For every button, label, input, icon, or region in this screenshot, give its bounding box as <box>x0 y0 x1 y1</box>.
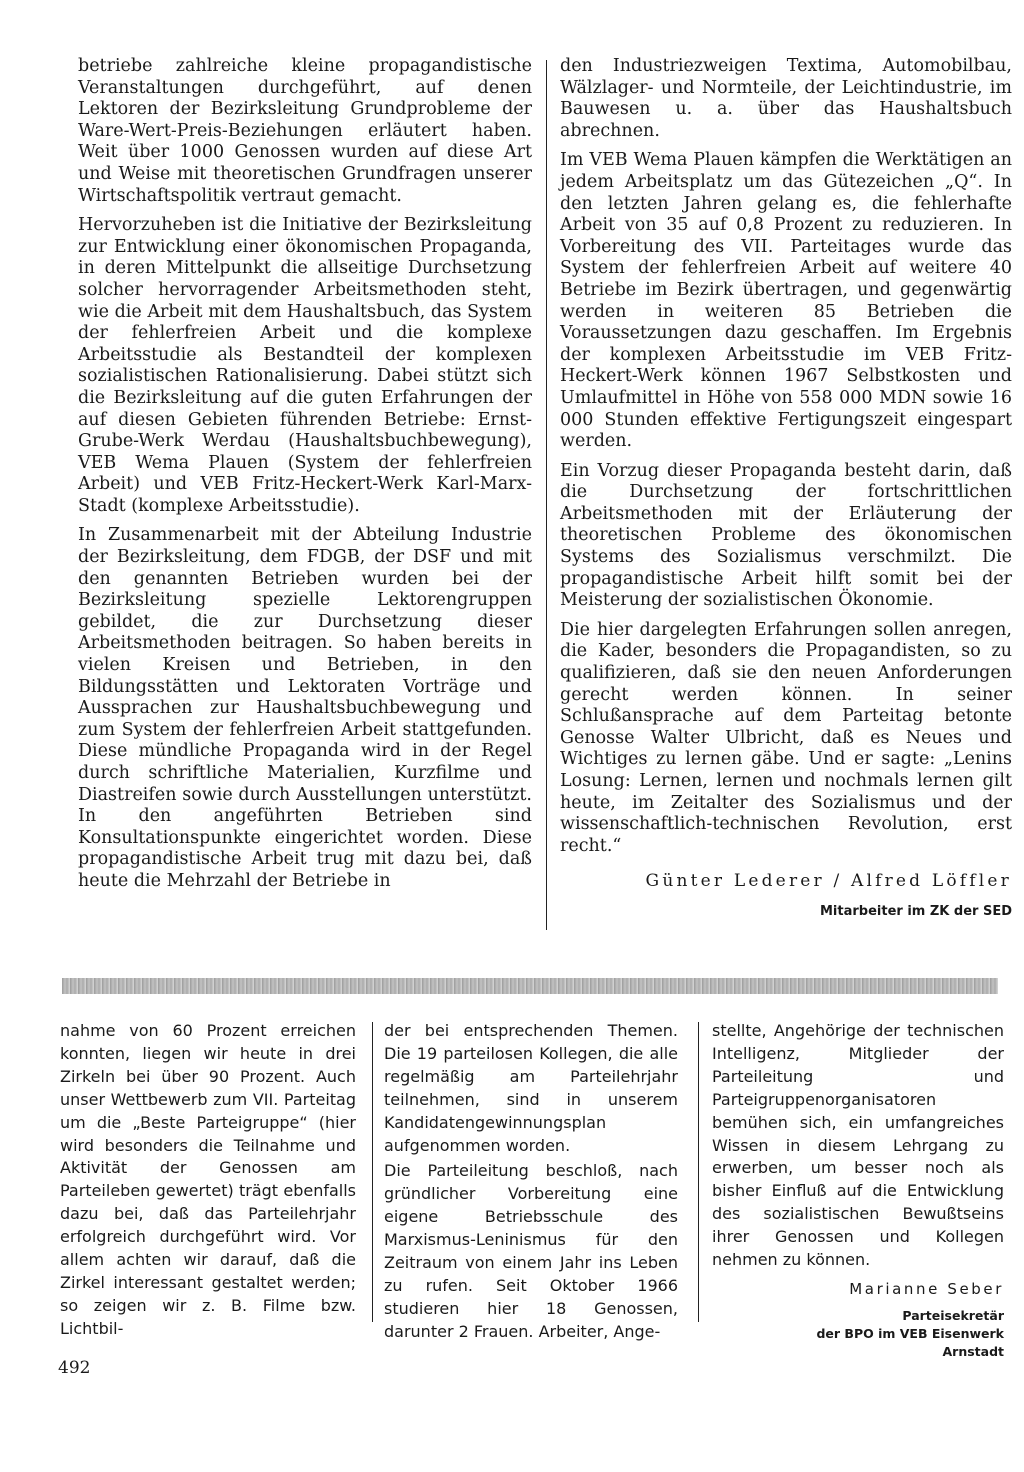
author-role-line: Arnstadt <box>942 1343 1004 1359</box>
lower-column-3 <box>712 1020 1004 1361</box>
column-divider <box>546 60 547 930</box>
paragraph: In Zusammenarbeit mit der Abteilung Industrie der Bezirksleitung, dem FDGB, der DSF und mit den genannten Betrieben wurden bei der Bezirksleitung spezielle Lektorengruppen gebildet, die zur Durchsetzung dieser Arbeitsmethoden beitragen. So haben bereits in vielen Kreisen und Betrieben, in den Bildungsstätten und Lektoraten Vorträge und Aussprachen zur Haushaltsbuchbewegung und zum System der fehlerfreien Arbeit stattgefunden. Diese mündliche Propaganda wird in der Regel durch schriftliche Materialien, Kurzfilme und Diastreifen sowie durch Ausstellungen unterstützt. In den angeführten Betrieben sind Konsultationspunkte eingerichtet worden. Diese propagandistische Arbeit trug mit dazu bei, daß heute die Mehrzahl der Betriebe in <box>78 525 532 891</box>
column-divider <box>698 1022 699 1322</box>
paragraph: Die Parteileitung beschloß, nach gründlicher Vorbereitung eine eigene Betriebsschule des Marxismus-Leninismus für den Zeitraum von einem Jahr ins Leben zu rufen. Seit Oktober 1966 studieren hier 18 Genossen, darunter 2 Frauen. Arbeiter, Ange- <box>384 1161 678 1341</box>
upper-right-column <box>560 56 1012 923</box>
lower-column-2 <box>384 1020 678 1347</box>
column-divider <box>372 1022 373 1322</box>
author-role <box>712 1307 1004 1361</box>
author-role-line: Parteisekretär <box>902 1307 1004 1323</box>
lower-column-1 <box>60 1020 356 1344</box>
section-separator <box>62 978 998 994</box>
author-role: Mitarbeiter im ZK der SED <box>820 903 1012 919</box>
paragraph: Im VEB Wema Plauen kämpfen die Werktätigen an jedem Arbeitsplatz um das Gütezeichen „Q“. In den letzten Jahren gelang es, die fehlerhafte Arbeit von 35 auf 0,8 Prozent zu reduzieren. In Vorbereitung des VII. Parteitages wurde das System der fehlerfreien Arbeit auf weitere 40 Betriebe im Bezirk übertragen, und gegenwärtig werden in weiteren 85 Betrieben die Voraussetzungen dazu geschaffen. Im Ergebnis der komplexen Arbeitsstudie im VEB Fritz-Heckert-Werk können 1967 Selbstkosten und Umlaufmittel in Höhe von 558 000 MDN sowie 16 000 Stunden effektive Fertigungszeit eingespart werden. <box>560 150 1012 452</box>
paragraph: betriebe zahlreiche kleine propagandistische Veranstaltungen durchgeführt, auf denen Lektoren der Bezirksleitung Grundprobleme der Ware-Wert-Preis-Beziehungen erläutert haben. Weit über 1000 Genossen wurden auf diese Art und Weise mit theoretischen Grundfragen unserer Wirtschaftspolitik vertraut gemacht. <box>78 56 532 206</box>
paragraph: den Industriezweigen Textima, Automobilbau, Wälzlager- und Normteile, der Leichtindustrie, im Bauwesen u. a. über das Haushaltsbuch abrechnen. <box>560 56 1012 141</box>
paragraph: Die hier dargelegten Erfahrungen sollen anregen, die Kader, besonders die Propagandisten, so zu qualifizieren, daß sie den neuen Anforderungen gerecht werden können. In seiner Schlußansprache auf dem Parteitag betonte Genosse Walter Ulbricht, daß es Neues und Wichtiges zu lernen gäbe. Und er sagte: „Lenins Losung: Lernen, lernen und nochmals lernen gilt heute, im Zeitalter des Sozialismus und der wissenschaftlich-technischen Revolution, erst recht.“ <box>560 619 1012 856</box>
author-role-line: der BPO im VEB Eisenwerk <box>816 1325 1004 1341</box>
author-name: Marianne Seber <box>849 1279 1004 1298</box>
author-names: Günter Lederer / Alfred Löffler <box>645 871 1012 892</box>
paragraph: nahme von 60 Prozent erreichen konnten, liegen wir heute in drei Zirkeln bei über 90 Prozent. Auch unser Wettbewerb zum VII. Parteitag um die „Beste Parteigruppe“ (hier wird besonders die Teilnahme und Aktivität der Genossen am Parteileben gewertet) trägt ebenfalls dazu bei, daß das Parteilehrjahr erfolgreich durchgeführt wird. Vor allem achten wir darauf, daß die Zirkel interessant gestaltet werden; so zeigen wir z. B. Filme bzw. Lichtbil- <box>60 1021 356 1338</box>
paragraph: Ein Vorzug dieser Propaganda besteht darin, daß die Durchsetzung der fortschrittlichen Arbeitsmethoden mit der Erläuterung der theoretischen Probleme des ökonomischen Systems des Sozialismus verschmilzt. Die propagandistische Arbeit hilft somit bei der Meisterung der sozialistischen Ökonomie. <box>560 460 1012 611</box>
upper-left-column <box>78 56 532 901</box>
page-number: 492 <box>58 1358 91 1378</box>
paragraph: stellte, Angehörige der technischen Intelligenz, Mitglieder der Parteileitung und Parteigruppenorganisatoren bemühen sich, ein umfangreiches Wissen in diesem Lehrgang zu erwerben, um besser noch als bisher Einfluß auf die Entwicklung des sozialistischen Bewußtseins ihrer Genossen und Kollegen nehmen zu können. <box>712 1021 1004 1270</box>
paragraph: Hervorzuheben ist die Initiative der Bezirksleitung zur Entwicklung einer ökonomischen Propaganda, in deren Mittelpunkt die allseitige Durchsetzung solcher hervorragender Arbeitsmethoden steht, wie die Arbeit mit dem Haushaltsbuch, das System der fehlerfreien Arbeit und die komplexe Arbeitsstudie als Bestandteil der komplexen sozialistischen Rationalisierung. Dabei stützt sich die Bezirksleitung auf die guten Erfahrungen der auf diesen Gebieten führenden Betriebe: Ernst-Grube-Werk Werdau (Haushaltsbuchbewegung), VEB Wema Plauen (System der fehlerfreien Arbeit) und VEB Fritz-Heckert-Werk Karl-Marx-Stadt (komplexe Arbeitsstudie). <box>78 215 532 516</box>
paragraph: der bei entsprechenden Themen. Die 19 parteilosen Kollegen, die alle regelmäßig am Parteilehrjahr teilnehmen, sind in unserem Kandidatengewinnungsplan aufgenommen worden. <box>384 1021 678 1155</box>
